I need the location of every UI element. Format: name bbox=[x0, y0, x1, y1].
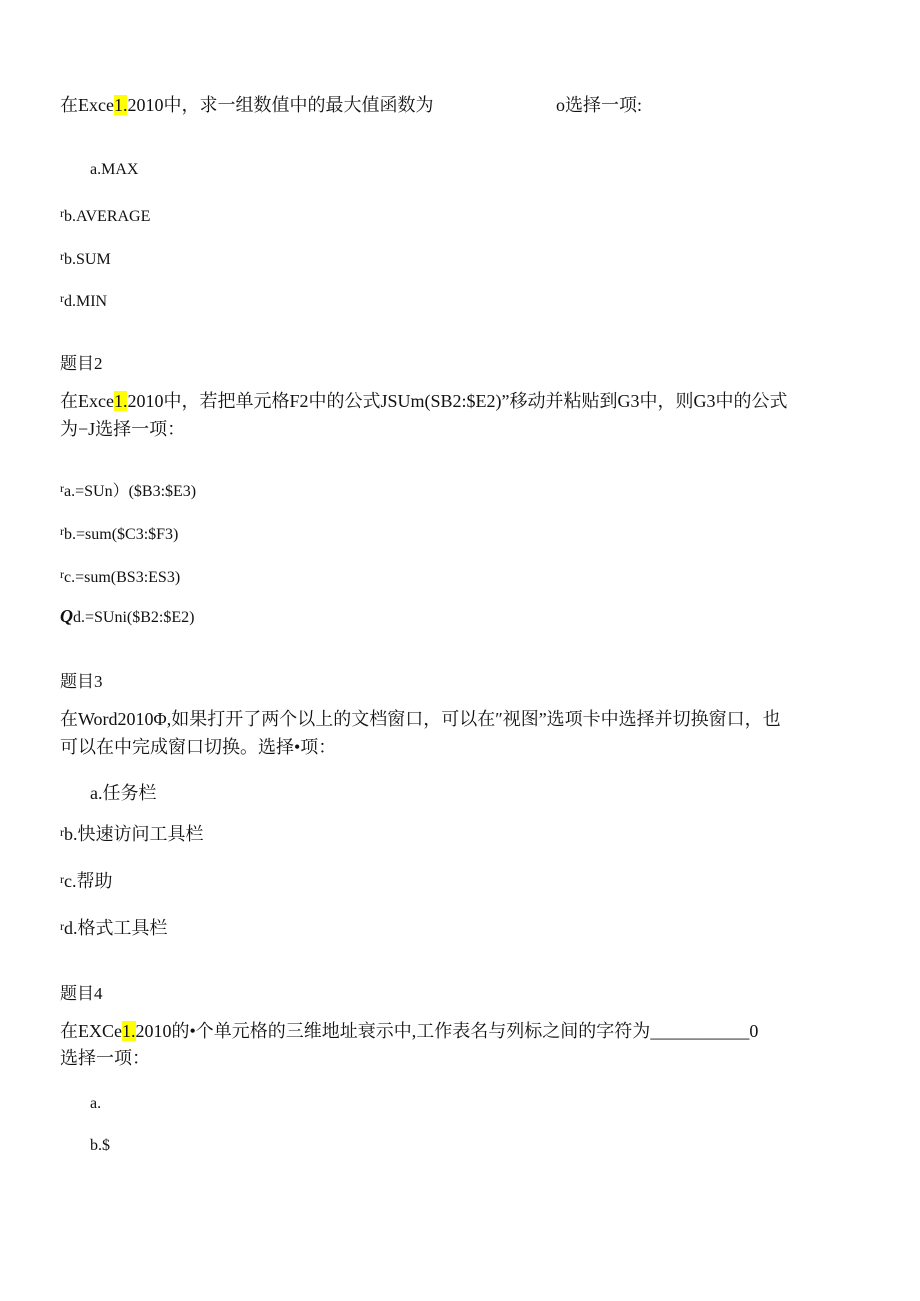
question-4-option-b[interactable] bbox=[90, 1136, 110, 1156]
question-2-stem-line2: 为−J选择一项： bbox=[60, 419, 186, 439]
question-1-option-b[interactable] bbox=[60, 203, 150, 227]
option-text: b.快速访问工具栏 bbox=[64, 824, 204, 844]
question-4-stem-pre: 在EXCe bbox=[60, 1021, 122, 1041]
option-text: a.=SUn）($B3:$E3) bbox=[64, 483, 197, 500]
option-text: b.=sum($C3:$F3) bbox=[64, 526, 179, 543]
question-4-title: 题目4 bbox=[60, 984, 103, 1003]
question-2-option-a[interactable] bbox=[60, 478, 196, 502]
radio-marker[interactable]: r bbox=[60, 291, 64, 305]
question-3-stem-line1: 在Word2010Φ,如果打开了两个以上的文档窗口，可以在″视图”选项卡中选择并切换窗口，也 bbox=[60, 709, 781, 729]
question-1-prompt: o选择一项: bbox=[556, 95, 643, 115]
question-2-option-d[interactable] bbox=[60, 606, 194, 628]
highlight-mark: 1. bbox=[113, 391, 128, 411]
question-4-stem-end: 0 bbox=[749, 1021, 759, 1041]
option-text: d.格式工具栏 bbox=[64, 918, 168, 938]
question-3-option-a[interactable] bbox=[90, 782, 157, 804]
question-3-stem-line2: 可以在中完成窗口切换。选择•项： bbox=[60, 737, 337, 757]
question-1-option-c[interactable] bbox=[60, 246, 111, 270]
question-4-stem-post: 2010的•个单元格的三维地址衰示中,工作表名与列标之间的字符为 bbox=[135, 1021, 651, 1041]
option-text: b.AVERAGE bbox=[64, 208, 151, 225]
option-text: a. bbox=[90, 1095, 102, 1112]
question-4-option-a[interactable] bbox=[90, 1094, 101, 1114]
radio-marker[interactable]: r bbox=[60, 206, 64, 220]
radio-marker[interactable]: r bbox=[60, 249, 64, 263]
option-text: d.MIN bbox=[64, 293, 108, 310]
question-2-stem bbox=[60, 390, 788, 412]
question-1-option-a[interactable] bbox=[90, 160, 138, 180]
question-4-stem bbox=[60, 1020, 758, 1042]
question-3-option-c[interactable] bbox=[60, 868, 113, 892]
option-text: a.任务栏 bbox=[90, 783, 157, 803]
question-3-title: 题目3 bbox=[60, 672, 103, 691]
option-text: c.帮助 bbox=[64, 871, 113, 891]
question-2-stem-pre: 在Exce bbox=[60, 391, 114, 411]
question-2-stem-post: 2010中，若把单元格F2中的公式JSUm(SB2:$E2)”移动并粘贴到G3中，则G3中的公式 bbox=[127, 391, 788, 411]
option-text: a.MAX bbox=[90, 161, 139, 178]
highlight-mark: 1. bbox=[122, 1021, 136, 1041]
radio-marker[interactable]: r bbox=[60, 524, 64, 538]
selected-marker[interactable]: Q bbox=[60, 606, 73, 626]
option-text: d.=SUni($B2:$E2) bbox=[73, 609, 195, 626]
question-1-stem bbox=[60, 94, 433, 116]
question-4-stem-line2: 选择一项： bbox=[60, 1048, 150, 1068]
radio-marker[interactable]: r bbox=[60, 919, 64, 933]
option-text: c.=sum(BS3:ES3) bbox=[64, 569, 181, 586]
question-3-option-d[interactable] bbox=[60, 915, 168, 939]
answer-blank: ___________ bbox=[650, 1021, 750, 1041]
option-text: b.$ bbox=[90, 1137, 110, 1154]
question-1-stem-pre: 在Exce bbox=[60, 95, 114, 115]
radio-marker[interactable]: r bbox=[60, 872, 64, 886]
highlight-mark: 1. bbox=[113, 95, 128, 115]
option-text: b.SUM bbox=[64, 251, 111, 268]
radio-marker[interactable]: r bbox=[60, 567, 64, 581]
question-2-option-b[interactable] bbox=[60, 521, 178, 545]
question-2-option-c[interactable] bbox=[60, 564, 180, 588]
question-3-option-b[interactable] bbox=[60, 821, 204, 845]
radio-marker[interactable]: r bbox=[60, 825, 64, 839]
question-1-stem-post: 2010中，求一组数值中的最大值函数为 bbox=[127, 95, 434, 115]
question-2-title: 题目2 bbox=[60, 354, 103, 373]
radio-marker[interactable]: r bbox=[60, 481, 64, 495]
question-1-option-d[interactable] bbox=[60, 288, 107, 312]
